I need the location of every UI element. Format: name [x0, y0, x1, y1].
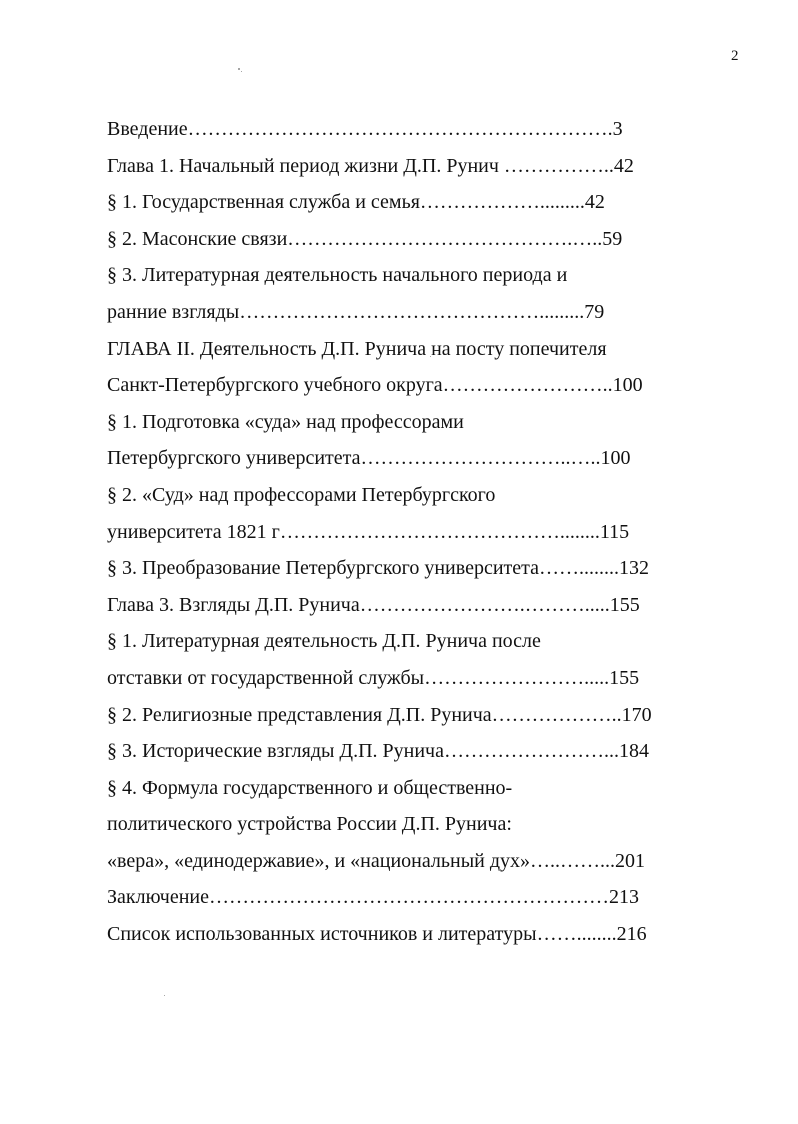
toc-entry-chapter-2-line1: ГЛАВА II. Деятельность Д.П. Рунича на посту попечителя [107, 337, 607, 360]
toc-entry-ch1-sec3-line2: ранние взгляды……………………………………….........79 [107, 300, 605, 323]
toc-entry-conclusion: Заключение……………………………………………………213 [107, 886, 639, 909]
toc-entry-ch3-sec4-line3: «вера», «единодержавие», и «национальный дух»…..……...201 [107, 849, 646, 872]
toc-entry-ch1-sec3-line1: § 3. Литературная деятельность начального периода и [107, 264, 568, 287]
toc-entry-ch2-sec1-line1: § 1. Подготовка «суда» над профессорами [107, 410, 464, 433]
toc-entry-ch3-sec1-line1: § 1. Литературная деятельность Д.П. Рунича после [107, 630, 541, 653]
toc-entry-ch2-sec3: § 3. Преобразование Петербургского университета……........132 [107, 557, 650, 580]
table-of-contents [107, 111, 707, 953]
scan-speck [238, 68, 240, 70]
toc-entry-chapter-3: Глава 3. Взгляды Д.П. Рунича…………………….……….....155 [107, 593, 640, 616]
toc-entry-ch3-sec2: § 2. Религиозные представления Д.П. Рунича………………..170 [107, 703, 652, 726]
toc-entry-chapter-1: Глава 1. Начальный период жизни Д.П. Рунич ……………..42 [107, 154, 634, 177]
toc-entry-ch2-sec2-line2: университета 1821 г……………………………………........115 [107, 520, 630, 543]
toc-entry-ch3-sec1-line2: отставки от государственной службы…………………….....155 [107, 666, 640, 689]
page-number: 2 [731, 48, 739, 64]
toc-entry-ch3-sec3: § 3. Исторические взгляды Д.П. Рунича……………………...184 [107, 740, 649, 763]
scan-speck [241, 71, 242, 72]
toc-entry-ch1-sec2: § 2. Масонские связи…………………………………….…..59 [107, 227, 623, 250]
toc-entry-introduction: Введение……………………………………………………….3 [107, 118, 623, 140]
toc-entry-ch2-sec1-line2: Петербургского университета…………………………..…..100 [107, 447, 631, 470]
toc-entry-bibliography: Список использованных источников и литературы……........216 [107, 923, 647, 946]
scan-speck [164, 995, 165, 996]
toc-entry-ch3-sec4-line1: § 4. Формула государственного и общественно- [107, 776, 513, 799]
toc-entry-ch3-sec4-line2: политического устройства России Д.П. Рунича: [107, 813, 512, 836]
toc-entry-ch1-sec1: § 1. Государственная служба и семья……………….........42 [107, 191, 605, 214]
toc-entry-ch2-sec2-line1: § 2. «Суд» над профессорами Петербургского [107, 483, 496, 506]
toc-entry-chapter-2-line2: Санкт-Петербургского учебного округа……………………..100 [107, 374, 643, 397]
